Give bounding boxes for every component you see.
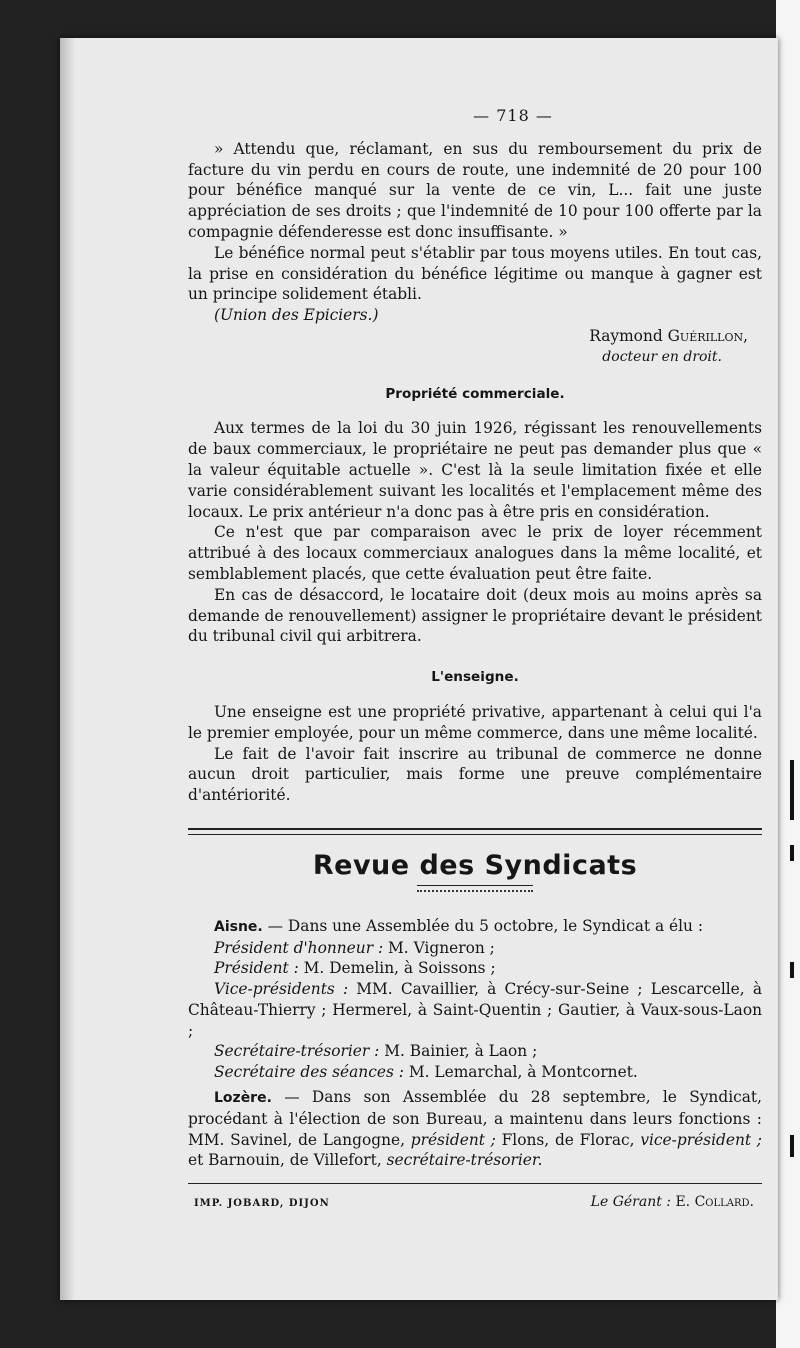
lozere-entry: [188, 1087, 762, 1171]
role-holder: MM. Cavaillier, à Crécy-sur-Seine ; Lescarcelle, à Château-Thierry ; Hermerel, à Saint-Quentin ; Gautier, à Vaux-sous-Laon ;: [188, 980, 762, 1040]
adjacent-page-mark: [790, 962, 794, 978]
region-name-lozere: Lozère.: [214, 1090, 272, 1107]
gerant-name: E. Collard.: [671, 1194, 754, 1211]
section-heading-enseigne: L'enseigne.: [431, 669, 519, 686]
role-label: Secrétaire-trésorier :: [214, 1042, 380, 1061]
author-first-name: Raymond: [589, 326, 668, 345]
aisne-intro: — Dans une Assemblée du 5 octobre, le Syndicat a élu :: [262, 916, 704, 935]
paragraph: Le fait de l'avoir fait inscrire au tribunal de commerce ne donne aucun droit particulier, mais forme une preuve complémentaire d'antériorité.: [188, 744, 762, 805]
lozere-text: et Barnouin, de Villefort,: [188, 1151, 387, 1170]
paragraph: En cas de désaccord, le locataire doit (deux mois au moins après sa demande de renouvellement) assigner le propriétaire devant le président du tribunal civil qui arbitrera.: [188, 585, 762, 646]
adjacent-page-strip: [776, 0, 800, 1348]
revue-title: Revue des Syndicats: [312, 849, 638, 881]
adjacent-page-mark: [790, 760, 794, 820]
role-label: Vice-présidents :: [214, 980, 349, 999]
paragraph: Aux termes de la loi du 30 juin 1926, régissant les renouvellements de baux commerciaux, le propriétaire ne peut pas demander plus que « la valeur équitable actuelle ». C'est là la seule limitation fixée et elle varie considérablement suivant les localités et l'emplacement même des locaux. Le prix antérieur n'a donc pas à être pris en considération.: [188, 419, 762, 521]
aisne-secretaire-seances: [188, 1062, 762, 1083]
adjacent-page-mark: [790, 845, 794, 861]
role-label: vice-président ;: [640, 1130, 762, 1149]
role-holder: M. Bainier, à Laon ;: [379, 1042, 538, 1061]
role-holder: M. Lemarchal, à Montcornet.: [403, 1063, 638, 1082]
author-title: docteur en droit.: [602, 348, 722, 365]
role-label: Président d'honneur :: [214, 938, 384, 957]
adjacent-page-mark: [790, 1135, 794, 1157]
source-citation: [188, 305, 762, 326]
author-last-name: Guérillon,: [667, 326, 748, 345]
paragraph: Une enseigne est une propriété privative, appartenant à celui qui l'a le premier employée, pour un même commerce, dans une même localité.: [188, 702, 762, 742]
aisne-president-honneur: [188, 938, 762, 959]
region-name-aisne: Aisne.: [214, 918, 263, 935]
paragraph: Le bénéfice normal peut s'établir par tous moyens utiles. En tout cas, la prise en considération du bénéfice légitime ou manque à gagner est un principe solidement établi.: [188, 243, 762, 304]
lozere-text: Flons, de Florac,: [495, 1130, 641, 1149]
quote-paragraph: » Attendu que, réclamant, en sus du remboursement du prix de facture du vin perdu en cours de route, une indemnité de 20 pour 100 pour bénéfice manqué sur la vente de ce vin, L... fait une juste appréciation de ses droits ; que l'indemnité de 10 pour 100 offerte par la compagnie défenderesse est donc insuffisante. »: [188, 139, 762, 241]
aisne-president: [188, 958, 762, 979]
dotted-ornament: [417, 885, 533, 892]
section-heading-propriete: Propriété commerciale.: [385, 385, 565, 402]
role-label: secrétaire-trésorier.: [386, 1151, 543, 1170]
role-label: Président :: [214, 959, 299, 978]
lozere-text: — Dans son Assemblée du 28 septembre, le Syndicat, procédant à l'élection de son Bureau, a maintenu dans leurs fonctions : MM. Savinel, de Langogne,: [188, 1088, 762, 1149]
aisne-tresorier: [188, 1041, 762, 1062]
page-content: [188, 106, 762, 1215]
page-number: — 718 —: [473, 106, 553, 125]
source-text: (Union des Epiciers.): [214, 306, 379, 325]
role-label: Secrétaire des séances :: [214, 1063, 404, 1082]
role-label: président ;: [410, 1130, 496, 1149]
role-holder: M. Vigneron ;: [383, 938, 495, 957]
gerant-signature: [591, 1192, 762, 1213]
gerant-label: Le Gérant :: [590, 1194, 672, 1211]
aisne-vice-presidents: [188, 979, 762, 1041]
paragraph: Ce n'est que par comparaison avec le prix de loyer récemment attribué à des locaux commerciaux analogues dans la même localité, et semblablement placés, que cette évaluation peut être faite.: [188, 523, 762, 583]
aisne-entry: [188, 916, 762, 938]
double-rule-divider: [188, 826, 762, 842]
role-holder: M. Demelin, à Soissons ;: [298, 959, 496, 978]
printer-imprint: IMP. JOBARD, DIJON: [194, 1198, 330, 1210]
author-signature: [188, 326, 762, 347]
page-footer: [188, 1183, 762, 1215]
document-page: [60, 38, 778, 1300]
page-binding-edge: [60, 38, 74, 1300]
